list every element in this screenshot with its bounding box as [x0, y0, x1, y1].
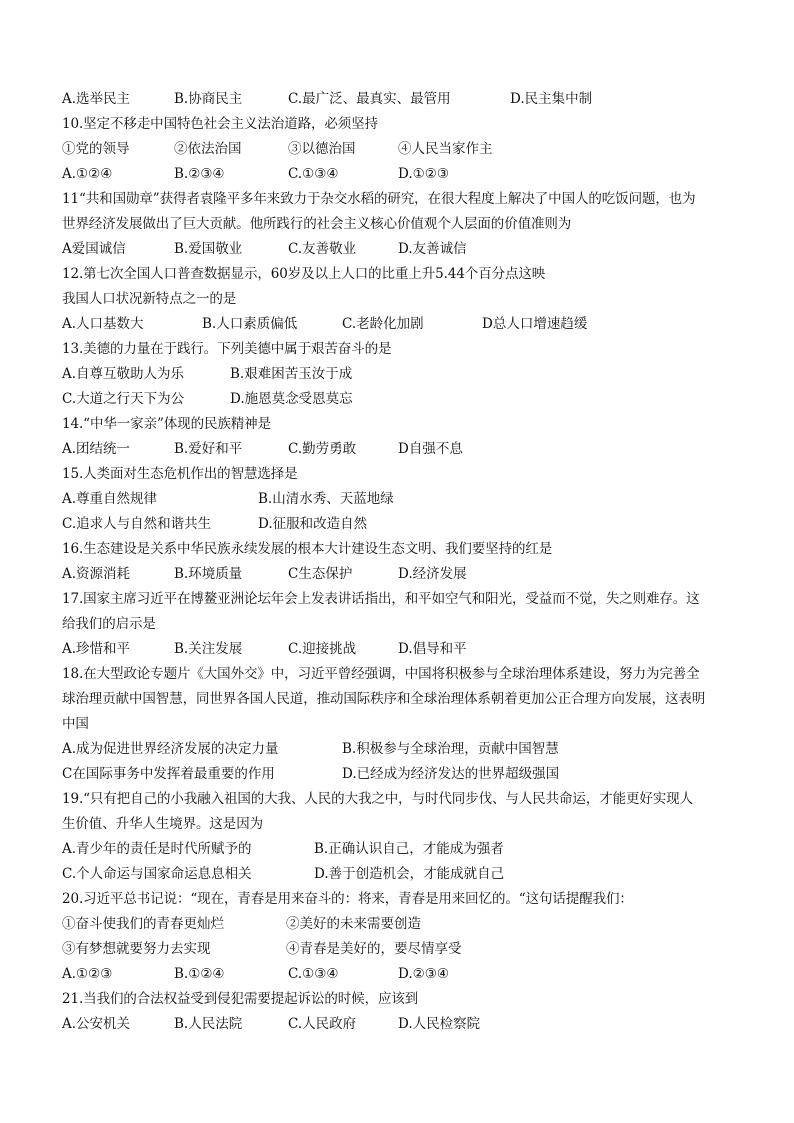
option-item: C.①③④: [288, 966, 339, 982]
question-text-line: 18.在大型政论专题片《大国外交》中，习近平曾经强调，中国将积极参与全球治理体系建设，努力为完善全: [62, 666, 700, 682]
question-text-line: 17.国家主席习近平在博鳌亚洲论坛年会上发表讲话指出，和平如空气和阳光，受益而不觉，失之则难存。这: [62, 591, 700, 607]
option-item: B.爱国敬业: [174, 241, 243, 257]
option-item: ①党的领导: [62, 141, 130, 157]
option-item: A.成为促进世界经济发展的决定力量: [62, 741, 279, 757]
option-item: D.已经成为经济发达的世界超级强国: [342, 766, 560, 782]
option-item: D.征服和改造自然: [258, 516, 368, 532]
options-row: [62, 362, 754, 387]
option-item: ④青春是美好的，要尽情享受: [286, 941, 462, 957]
option-item: A.尊重自然规律: [62, 491, 158, 507]
options-row: [62, 862, 754, 887]
question-text-line: 10.坚定不移走中国特色社会主义法治道路，必须坚持: [62, 116, 378, 132]
options-row: [62, 562, 754, 587]
option-item: C.大道之行天下为公: [62, 391, 185, 407]
options-row: [62, 437, 754, 462]
question-text-line: 12.第七次全国人口普查数据显示，60岁及以上人口的比重上升5.44个百分点这映: [62, 266, 546, 282]
option-item: D自强不息: [398, 441, 463, 457]
question-text-line: 13.美德的力量在于践行。下列美德中属于艰苦奋斗的是: [62, 341, 392, 357]
option-item: ①奋斗使我们的青春更灿烂: [62, 916, 224, 932]
option-item: D.人民检察院: [398, 1016, 481, 1032]
question-text-line: 给我们的启示是: [62, 616, 156, 632]
options-row: [62, 912, 754, 937]
options-row: [62, 312, 754, 337]
options-row: [62, 137, 754, 162]
option-item: A爱国诚信: [62, 241, 126, 257]
option-item: D.施恩莫念受恩莫忘: [230, 391, 353, 407]
option-item: ④人民当家作主: [398, 141, 493, 157]
options-row: [62, 387, 754, 412]
option-item: A.①②③: [62, 966, 113, 982]
option-item: C.个人命运与国家命运息息相关: [62, 866, 252, 882]
option-item: C.友善敬业: [288, 241, 357, 257]
option-item: C在国际事务中发挥着最重要的作用: [62, 766, 275, 782]
question-text-line: 20.习近平总书记说：“现在，青春是用来奋斗的：将来，青春是用来回忆的。“这句话提醒我们：: [62, 891, 633, 907]
option-item: B.②③④: [174, 166, 225, 182]
option-item: B.①②④: [174, 966, 225, 982]
question-text-line: 世界经济发展做出了巨大贡献。他所践行的社会主义核心价值观个人层面的价值准则为: [62, 216, 572, 232]
option-item: B.协商民主: [174, 91, 243, 107]
option-item: D总人口增速趋缓: [482, 316, 588, 332]
option-item: B.爱好和平: [174, 441, 243, 457]
option-item: A.人口基数大: [62, 316, 144, 332]
option-item: B.正确认识自己，才能成为强者: [314, 841, 504, 857]
options-row: [62, 762, 754, 787]
option-item: C.人民政府: [288, 1016, 357, 1032]
option-item: D.民主集中制: [510, 91, 593, 107]
option-item: B.艰难困苦玉汝于成: [230, 366, 353, 382]
option-item: A.选举民主: [62, 91, 131, 107]
options-row: [62, 162, 754, 187]
option-item: B.环境质量: [174, 566, 243, 582]
question-text-line: 14.“中华一家亲”体现的民族精神是: [62, 416, 271, 432]
question-text-line: 19.“只有把自己的小我融入祖国的大我、人民的大我之中，与时代同步伐、与人民共命运，才能更好实现人: [62, 791, 693, 807]
question-text-line: 16.生态建设是关系中华民族永续发展的根本大计建设生态文明、我们要坚持的红是: [62, 541, 553, 557]
option-item: ②依法治国: [174, 141, 242, 157]
option-item: ③以德治国: [288, 141, 356, 157]
options-row: [62, 962, 754, 987]
option-item: A.珍惜和平: [62, 641, 131, 657]
option-item: D.友善诚信: [398, 241, 467, 257]
options-row: [62, 737, 754, 762]
question-text-line: 15.人类面对生态危机作出的智慧选择是: [62, 466, 298, 482]
option-item: C.①③④: [288, 166, 339, 182]
option-item: B.人口素质偏低: [202, 316, 298, 332]
option-item: C生态保护: [288, 566, 353, 582]
question-text-line: 我国人口状况新特点之一的是: [62, 291, 237, 307]
option-item: A.青少年的责任是时代所赋予的: [62, 841, 252, 857]
option-item: C.最广泛、最真实、最管用: [288, 91, 451, 107]
option-item: B.山清水秀、天蓝地绿: [258, 491, 394, 507]
option-item: C.勤劳勇敢: [288, 441, 357, 457]
question-text-line: 生价值、升华人生境界。这是因为: [62, 816, 263, 832]
options-row: [62, 837, 754, 862]
options-row: [62, 487, 754, 512]
option-item: A.团结统一: [62, 441, 131, 457]
question-text-line: 中国: [62, 716, 89, 732]
option-item: C.老龄化加剧: [342, 316, 424, 332]
option-item: B.人民法院: [174, 1016, 243, 1032]
option-item: A.自尊互敬助人为乐: [62, 366, 185, 382]
option-item: A.资源消耗: [62, 566, 131, 582]
option-item: D.倡导和平: [398, 641, 467, 657]
question-text-line: 球治理贡献中国智慧，同世界各国人民道，推动国际秩序和全球治理体系朝着更加公正合理方向发展，这表明: [62, 691, 706, 707]
options-row: [62, 637, 754, 662]
question-text-line: 11“共和国勋章”获得者袁隆平多年来致力于杂交水稻的研究，在很大程度上解决了中国人的吃饭问题，也为: [62, 191, 696, 207]
option-item: ②美好的未来需要创造: [286, 916, 421, 932]
option-item: D.①②③: [398, 166, 449, 182]
option-item: A.公安机关: [62, 1016, 131, 1032]
options-row: [62, 237, 754, 262]
option-item: D.经济发展: [398, 566, 467, 582]
options-row: [62, 937, 754, 962]
option-item: C.迎接挑战: [288, 641, 357, 657]
option-item: D.②③④: [398, 966, 449, 982]
options-row: [62, 512, 754, 537]
options-row: [62, 1012, 754, 1037]
question-text-line: 21.当我们的合法权益受到侵犯需要提起诉讼的时候，应该到: [62, 991, 419, 1007]
option-item: B.积极参与全球治理，贡献中国智慧: [342, 741, 559, 757]
option-item: C.追求人与自然和谐共生: [62, 516, 212, 532]
option-item: B.关注发展: [174, 641, 243, 657]
options-row: [62, 87, 754, 112]
option-item: D.善于创造机会，才能成就自己: [314, 866, 505, 882]
option-item: A.①②④: [62, 166, 113, 182]
option-item: ③有梦想就要努力去实现: [62, 941, 211, 957]
